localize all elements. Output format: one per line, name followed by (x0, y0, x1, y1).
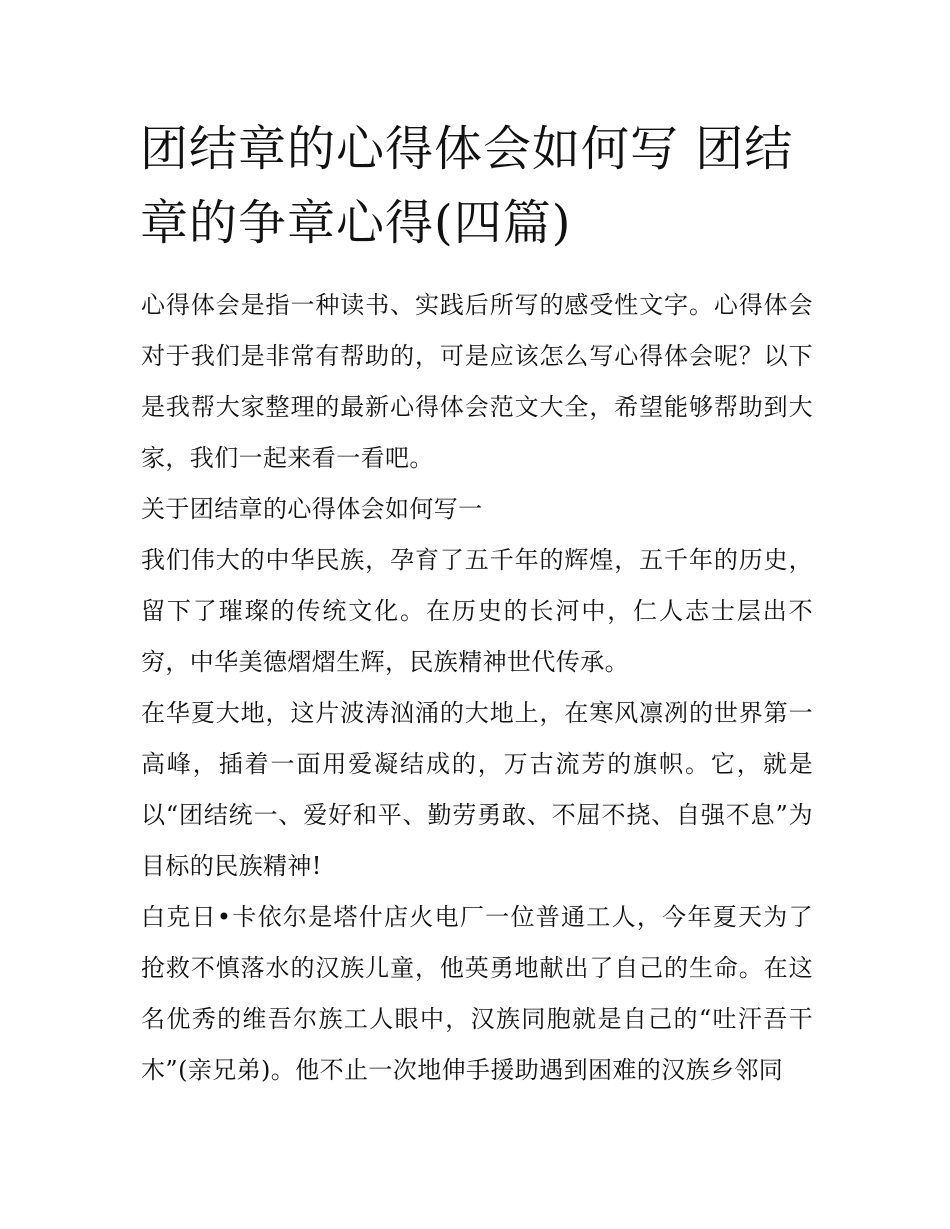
body-paragraph: 白克日•卡依尔是塔什店火电厂一位普通工人，今年夏天为了抢救不慎落水的汉族儿童，他英勇地献出了自己的生命。在这名优秀的维吾尔族工人眼中，汉族同胞就是自己的“吐汗吾干木”(亲兄弟)。他不止一次地伸手援助遇到困难的汉族乡邻同 (141, 903, 813, 1084)
body-paragraph: 我们伟大的中华民族，孕育了五千年的辉煌，五千年的历史，留下了璀璨的传统文化。在历史的长河中，仁人志士层出不穷，中华美德熠熠生辉，民族精神世代传承。 (141, 546, 813, 676)
intro-paragraph: 心得体会是指一种读书、实践后所写的感受性文字。心得体会对于我们是非常有帮助的，可是应该怎么写心得体会呢？以下是我帮大家整理的最新心得体会范文大全，希望能够帮助到大家，我们一起来看一看吧。 (141, 291, 813, 472)
section-heading: 关于团结章的心得体会如何写一 (141, 495, 483, 523)
body-paragraph: 在华夏大地，这片波涛汹涌的大地上，在寒风凛冽的世界第一高峰，插着一面用爱凝结成的，万古流芳的旗帜。它，就是以“团结统一、爱好和平、勤劳勇敢、不屈不挠、自强不息”为目标的民族精神! (141, 699, 813, 880)
document-body (141, 280, 813, 1096)
document-title: 团结章的心得体会如何写 团结章的争章心得(四篇) (140, 121, 794, 251)
